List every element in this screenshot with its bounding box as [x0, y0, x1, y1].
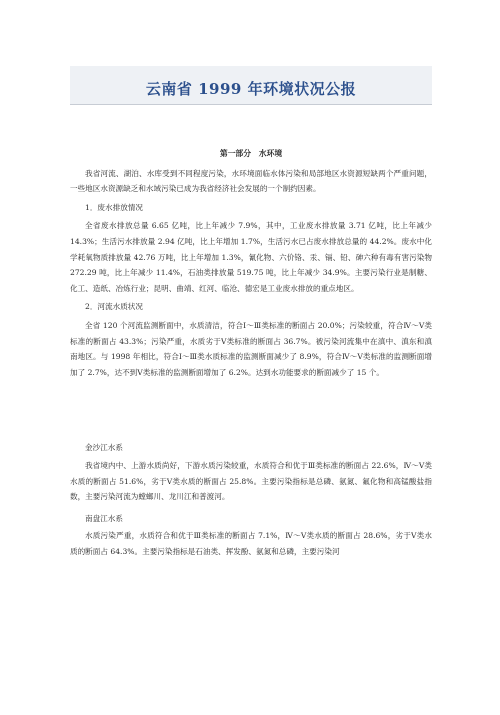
river-heading-nanpan: 南盘江水系 — [85, 513, 123, 523]
river-body-nanpan: 水质污染严重，水质符合和优于Ⅲ类标准的断面占 7.1%，Ⅳ～Ⅴ类水质的断面占 28.6%，劣于Ⅴ类水质的断面占 64.3%。主要污染指标是石油类、挥发酚、氨氮和总磷，主要污染河 — [70, 531, 432, 556]
section-body-river-quality: 全省 120 个河流监测断面中，水质清洁，符合Ⅰ～Ⅲ类标准的断面占 20.0%；污染较重，符合Ⅳ～Ⅴ类标准的断面占 43.3%；污染严重，水质劣于Ⅴ类标准的断面占 36.7%。被污染河流集中在滇中、滇东和滇南地区。与 1998 年相比，符合Ⅰ～Ⅲ类水质标准的监测断面减少了 8.9%，符合Ⅳ～Ⅴ类标准的监测断面增加了 2.7%，达不到Ⅴ类标准的监测断面增加了 6.2%。达到水功能要求的断面减少了 15 个。 — [70, 320, 432, 377]
document-body — [70, 146, 432, 559]
river-heading-jinsha: 金沙江水系 — [85, 443, 123, 453]
document-title: 云南省 1999 年环境状况公报 — [145, 80, 357, 98]
spacer — [70, 380, 432, 434]
section-heading-wastewater: 1．废水排放情况 — [85, 202, 143, 212]
part-title: 第一部分 水环境 — [219, 149, 283, 158]
section-heading-river-quality: 2．河流水质状况 — [85, 302, 143, 312]
river-body-jinsha: 我省境内中、上游水质尚好，下游水质污染较重，水质符合和优于Ⅲ类标准的断面占 22.6%，Ⅳ～Ⅴ类水质的断面占 51.6%，劣于Ⅴ类水质的断面占 25.8%。主要污染指标是总磷、氨氮、氟化物和高锰酸盐指数，主要污染河流为螳螂川、龙川江和普渡河。 — [70, 460, 432, 502]
title-banner — [70, 66, 432, 105]
section-body-wastewater: 全省废水排放总量 6.65 亿吨，比上年减少 7.9%，其中，工业废水排放量 3.71 亿吨，比上年减少 14.3%；生活污水排放量 2.94 亿吨，比上年增加 1.7%，生活污水已占废水排放总量的 44.2%。废水中化学耗氧物质排放量 42.76 万吨，比上年增加 1.3%，氰化物、六价铬、汞、镉、铅、砷六种有毒有害污染物 272.29 吨，比上年减少 11.4%，石油类排放量 519.75 吨，比上年减少 34.9%。主要污染行业是制糖、化工、造纸、冶炼行业；昆明、曲靖、红河、临沧、德宏是工业废水排放的重点地区。 — [70, 221, 432, 293]
intro-paragraph: 我省河流、湖泊、水库受到不同程度污染，水环境面临水体污染和局部地区水资源短缺两个严重问题，一些地区水资源缺乏和水域污染已成为我省经济社会发展的一个制约因素。 — [70, 168, 432, 194]
